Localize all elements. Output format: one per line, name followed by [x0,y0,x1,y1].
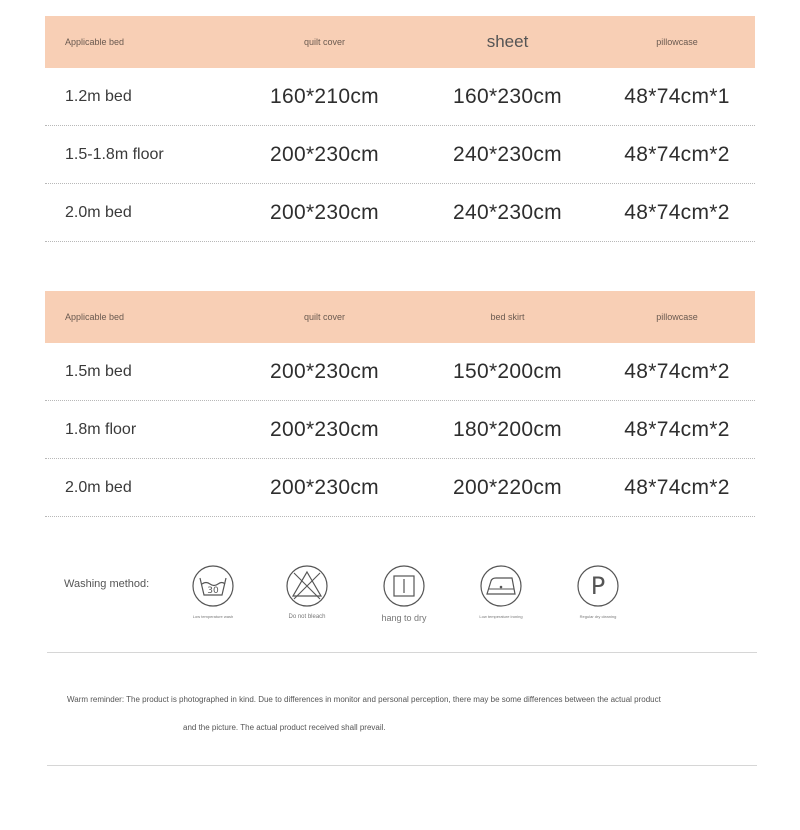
warm-reminder-line1: Warm reminder: The product is photographed in kind. Due to differences in monitor and personal perception, there may be some differences between the actual product [67,695,661,704]
table-header [45,16,755,68]
header-quilt-cover: quilt cover [303,37,346,47]
header-applicable-bed: Applicable bed [65,312,125,322]
dry-clean-caption: Regular dry cleaning [579,614,617,619]
table-row [45,459,755,517]
bed-skirt-size: 150*200cm [453,359,562,383]
bed-size: 2.0m bed [65,478,132,496]
pillowcase-size: 48*74cm*2 [624,475,730,499]
bed-skirt-size: 180*200cm [453,417,562,441]
bed-size: 1.2m bed [65,87,132,105]
bed-size: 1.5m bed [65,362,132,380]
quilt-cover-size: 200*230cm [270,200,379,224]
dry-clean-letter: P [590,572,606,600]
header-sheet: sheet [486,32,529,51]
table-row [45,343,755,401]
quilt-cover-size: 200*230cm [270,142,379,166]
table-header [45,291,755,343]
wash-temperature: 30 [207,586,219,596]
size-table-bed-skirt [45,291,755,517]
do-not-bleach-icon [285,564,329,608]
quilt-cover-size: 200*230cm [270,475,379,499]
bed-size: 2.0m bed [65,203,132,221]
wash-30-icon [191,564,235,608]
sheet-size: 160*230cm [453,84,562,108]
header-quilt-cover: quilt cover [303,312,346,322]
size-table-sheet [45,16,755,242]
table-row [45,68,755,126]
header-bed-skirt: bed skirt [490,312,525,322]
hang-to-dry-icon [382,564,426,608]
hang-to-dry-caption: hang to dry [381,613,427,623]
divider-bottom [47,765,757,766]
low-temp-ironing-caption: Low temperature ironing [479,614,523,619]
header-applicable-bed: Applicable bed [65,37,125,47]
bed-size: 1.8m floor [65,420,137,438]
header-pillowcase: pillowcase [656,312,698,322]
pillowcase-size: 48*74cm*2 [624,142,730,166]
pillowcase-size: 48*74cm*2 [624,359,730,383]
dry-clean-icon [576,564,620,608]
quilt-cover-size: 200*230cm [270,417,379,441]
divider-top [47,652,757,653]
sheet-size: 240*230cm [453,200,562,224]
quilt-cover-size: 200*230cm [270,359,379,383]
pillowcase-size: 48*74cm*2 [624,417,730,441]
warm-reminder-line2: and the picture. The actual product received shall prevail. [183,723,386,732]
header-pillowcase: pillowcase [656,37,698,47]
table-row [45,184,755,242]
washing-method-label: Washing method: [64,578,150,590]
bed-size: 1.5-1.8m floor [65,145,164,163]
pillowcase-size: 48*74cm*1 [624,84,730,108]
quilt-cover-size: 160*210cm [270,84,379,108]
sheet-size: 240*230cm [453,142,562,166]
wash-30-caption: Low temperature wash [192,614,234,619]
bed-skirt-size: 200*220cm [453,475,562,499]
pillowcase-size: 48*74cm*2 [624,200,730,224]
low-temp-ironing-icon [479,564,523,608]
table-row [45,401,755,459]
do-not-bleach-caption: Do not bleach [288,614,326,620]
washing-method [0,556,800,636]
table-row [45,126,755,184]
